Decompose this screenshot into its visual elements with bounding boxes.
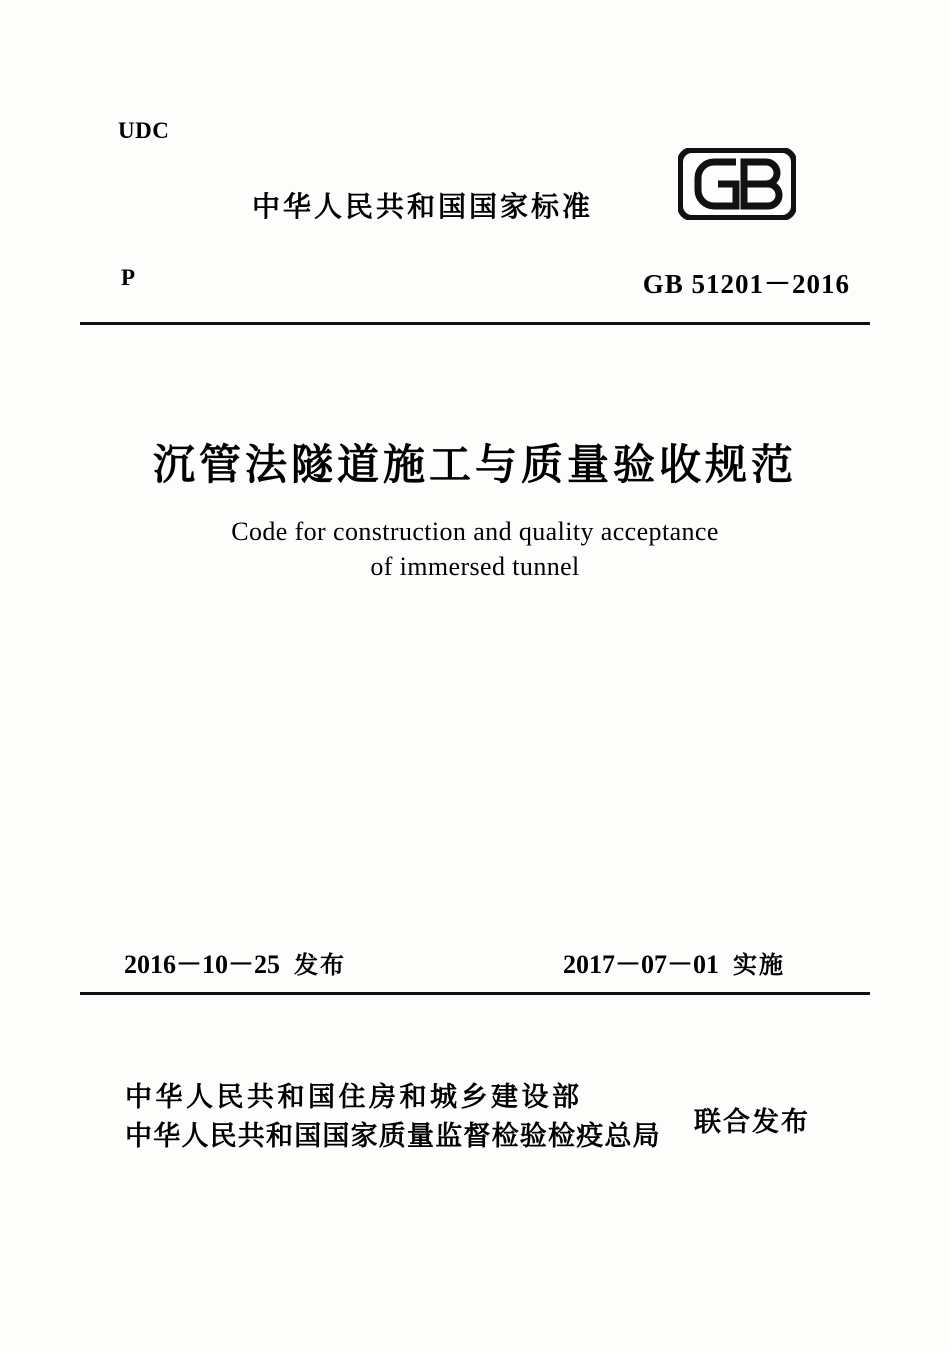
gb-logo-icon (678, 148, 796, 220)
implementation-date (563, 944, 785, 981)
joint-issue-label: 联合发布 (694, 1107, 810, 1138)
implementation-date-value: 2017－07－01 (563, 950, 720, 979)
implementation-date-label: 实施 (733, 951, 786, 979)
divider-bottom (80, 992, 870, 995)
publisher-line-1: 中华人民共和国住房和城乡建设部 (125, 1082, 583, 1113)
standard-number: GB 51201－2016 (642, 269, 850, 299)
publisher-line-2: 中华人民共和国国家质量监督检验检疫总局 (125, 1121, 661, 1153)
classification-label: P (121, 265, 136, 290)
national-standard-heading: 中华人民共和国国家标准 (252, 190, 594, 223)
issue-date (124, 944, 346, 981)
issue-date-label: 发布 (294, 951, 347, 979)
title-english-line2: of immersed tunnel (370, 551, 580, 581)
publisher-block (125, 1078, 661, 1156)
title-english-line1: Code for construction and quality acceptance (231, 517, 719, 546)
udc-label: UDC (118, 118, 170, 143)
page-title-english (0, 515, 950, 584)
issue-date-value: 2016－10－25 (124, 950, 281, 979)
divider-top (80, 322, 870, 325)
page-title-chinese: 沉管法隧道施工与质量验收规范 (152, 440, 797, 489)
